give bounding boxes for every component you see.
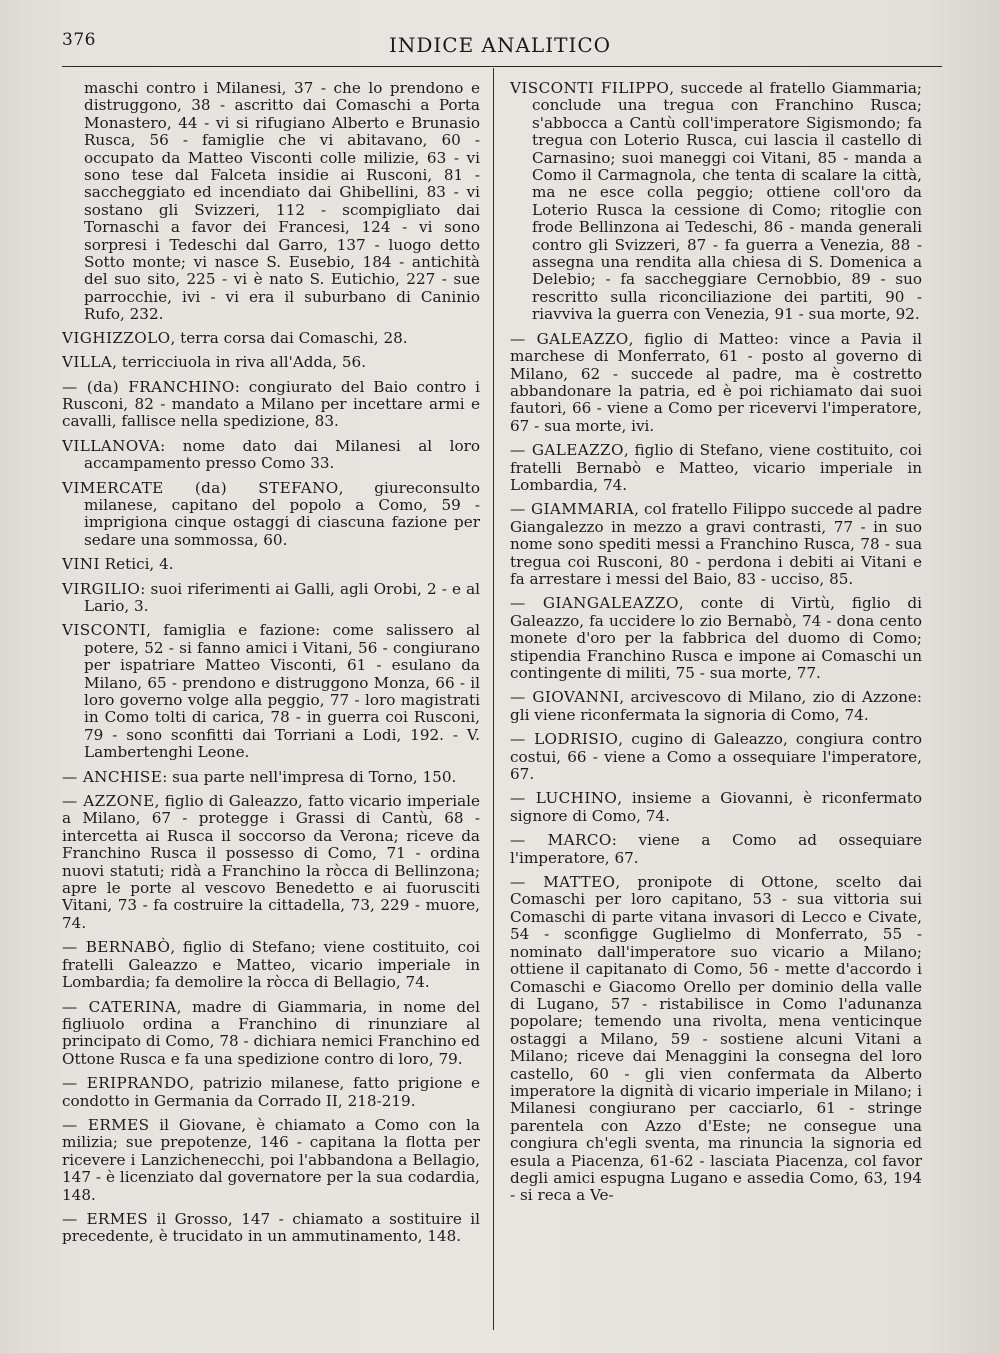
entry-heading: — GIAMMARIA — [510, 500, 635, 519]
entry-heading: — ERMES — [62, 1209, 149, 1228]
entry-text: , pronipote di Ottone, scelto dai Comaschi per loro capitano, 53 - sua vittoria sui Comaschi di parte vitana invasori di Lecco e Civate, 54 - sconfigge Guglielmo di Monferrato, 55 - nominato dall'imperatore suo vicario a Milano; ottiene il capitanato di Como, 56 - mette d'accordo i Comaschi e Giacomo Orello per dominio della valle di Lugano, 57 - ristabilisce in Como l'adunanza popolare; temendo una rivolta, mena venticinque ostaggi a Milano, 59 - sostiene alcuni Vitani a Milano; riceve dai Menaggini la consegna del loro castello, 60 - gli vien confermata da Alberto imperatore la dignità di vicario imperiale in Milano; i Milanesi congiurano per cacciarlo, 61 - stringe parentela con Azzo d'Este; ne consegue una congiura ch'egli sventa, ma rinuncia la signoria ed esula a Piacenza, 61-62 - lasciata Piacenza, col favor degli amici espugna Lugano e assedia Como, 63, 194 - si reca a Ve- — [510, 873, 922, 1205]
entry-text: , figlio di Stefano; viene costituito, coi fratelli Galeazzo e Matteo, vicario imperiale in Lombardia; fa demolire la ròcca di Bellagio, 74. — [62, 938, 481, 992]
entry-heading: VILLANOVA — [62, 436, 161, 455]
entry-heading: — GIANGALEAZZO — [510, 594, 679, 613]
entry-text: il Grosso, 147 - chiamato a sostituire il precedente, è trucidato in un ammutinamento, 148. — [62, 1209, 480, 1246]
entry-heading: — ANCHISE — [62, 767, 163, 786]
entry-text: maschi contro i Milanesi, 37 - che lo prendono e distruggono, 38 - ascritto dai Comaschi a Porta Monastero, 44 - vi si rifugiano Alberto e Brunasio Rusca, 56 - famiglie che vi abitavano, 60 - occupato da Matteo Visconti colle milizie, 63 - vi sono tese dal Falceta insidie ai Rusconi, 81 - saccheggiato ed incendiato dai Ghibellini, 83 - vi sostano gli Svizzeri, 112 - scompigliato dai Tornaschi a favor dei Francesi, 124 - vi sono sorpresi i Tedeschi dal Garro, 137 - luogo detto Sotto monte; vi nasce S. Eusebio, 184 - antichità del suo sito, 225 - vi è nato S. Eutichio, 227 - sue parrocchie, ivi - vi era il suburbano di Caninio Rufo, 232. — [84, 79, 480, 324]
entry-text: , col fratello Filippo succede al padre Giangalezzo in mezzo a gravi contrasti, 77 - in suo nome sono spediti messi a Franchino Rusca, 78 - sua tregua coi Rusconi, 80 - perdona i debiti ai Vitani e fa arrestare i messi del Baio, 83 - ucciso, 85. — [510, 500, 922, 588]
entry-heading: VINI — [62, 555, 100, 574]
running-head: INDICE ANALITICO — [388, 33, 612, 57]
index-entry — [510, 595, 922, 682]
entry-text: , terra corsa dai Comaschi, 28. — [170, 328, 408, 347]
entry-heading: — MATTEO — [510, 873, 616, 892]
entry-heading: VIGHIZZOLO — [62, 328, 171, 347]
entry-text: , arcivescovo di Milano, zio di Azzone: gli viene riconfermata la signoria di Como, 74. — [510, 688, 923, 724]
entry-text: : sua parte nell'impresa di Torno, 150. — [162, 767, 457, 786]
index-entry — [510, 832, 922, 867]
entry-text: il Giovane, è chiamato a Como con la milizia; sue prepotenze, 146 - capitana la flotta per ricevere i Lanzichenecchi, poi l'abbandona a Bellagio, 147 - è licenziato dal governatore per la sua codardia, 148. — [62, 1115, 480, 1204]
index-entry — [62, 769, 480, 786]
index-entry — [510, 874, 922, 1205]
entry-text: , figlio di Galeazzo, fatto vicario imperiale a Milano, 67 - protegge i Grassi di Cantù, 68 - intercetta ai Rusca il soccorso da Verona; riceve da Franchino Rusca il possesso di Como, 71 - ordina nuovi statuti; ridà a Franchino la ròcca di Bellinzona; apre le porte al vescovo Benedetto e ai fuorusciti Vitani, 73 - fa costruire la cittadella, 73, 229 - muore, 74. — [62, 792, 480, 932]
entry-heading: — ERIPRANDO — [62, 1074, 190, 1093]
entry-text: , madre di Giammaria, in nome del figliuolo ordina a Franchino di rinunziare al principato di Como, 78 - dichiara nemici Franchino ed Ottone Rusca e fa una spedizione contro di loro, 79. — [62, 997, 480, 1068]
index-entry — [510, 501, 922, 588]
entry-text: , terricciuola in riva all'Adda, 56. — [112, 353, 367, 372]
index-entry — [510, 790, 922, 825]
entry-heading: VISCONTI FILIPPO — [510, 79, 670, 97]
index-entry — [62, 330, 480, 347]
entry-heading: — BERNABÒ — [62, 938, 171, 957]
entry-text: : congiurato del Baio contro i Rusconi, 82 - mandato a Milano per incettare armi e cavalli, fallisce nella spedizione, 83. — [62, 377, 480, 431]
entry-heading: — LUCHINO — [510, 789, 618, 808]
entry-text: , cugino di Galeazzo, congiura contro costui, 66 - viene a Como a ossequiare l'imperatore, 67. — [510, 730, 922, 784]
entry-heading: — GIOVANNI — [510, 688, 620, 707]
entry-heading: — MARCO — [510, 831, 612, 850]
entry-text: , succede al fratello Giammaria; conclude una tregua con Franchino Rusca; s'abbocca a Cantù coll'imperatore Sigismondo; fa tregua con Loterio Rusca, cui lascia il castello di Carnasino; suoi maneggi coi Vitani, 85 - manda a Como il Carmagnola, che tenta di scalare la città, ma ne esce colla peggio; ottiene coll'oro da Loterio Rusca la cessione di Como; ritoglie con frode Bellinzona ai Tedeschi, 86 - manda generali contro gli Svizzeri, 87 - fa guerra a Venezia, 88 - assegna una rendita alla chiesa di S. Domenica a Delebio; - fa saccheggiare Cernobbio, 89 - suo rescritto sulla riconciliazione dei partiti, 90 - riavviva la guerra con Venezia, 91 - sua morte, 92. — [532, 79, 922, 324]
entry-text: : viene a Como ad ossequiare l'imperatore, 67. — [510, 831, 922, 867]
column-divider — [493, 68, 494, 1330]
entry-heading: — AZZONE — [62, 792, 155, 811]
entry-heading: VIRGILIO — [62, 579, 141, 598]
index-entry — [62, 556, 480, 573]
entry-text: , giureconsulto milanese, capitano del popolo a Como, 59 - imprigiona cinque ostaggi di ciascuna fazione per sedare una sommossa, 60. — [84, 478, 480, 549]
index-entry — [62, 999, 480, 1069]
entry-heading: — GALEAZZO — [510, 329, 629, 348]
entry-text: Retici, 4. — [99, 555, 174, 574]
entry-text: , insieme a Giovanni, è riconfermato signore di Como, 74. — [510, 789, 922, 825]
index-entry — [62, 793, 480, 932]
entry-text: , figlio di Matteo: vince a Pavia il marchese di Monferrato, 61 - posto al governo di Milano, 62 - succede al padre, ma è costretto abbandonare la patria, ed è poi richiamato dai suoi fautori, 66 - viene a Como per ricevervi l'imperatore, 67 - sua morte, ivi. — [510, 329, 923, 435]
entry-heading: — (da) FRANCHINO — [62, 377, 235, 396]
index-entry — [62, 80, 480, 324]
index-entry — [62, 939, 480, 991]
index-entry — [510, 442, 922, 494]
entry-text: : suoi riferimenti ai Galli, agli Orobi, 2 - e al Lario, 3. — [84, 579, 480, 615]
entry-heading: — CATERINA — [62, 997, 177, 1016]
index-entry — [62, 1075, 480, 1110]
index-entry — [62, 1117, 480, 1204]
index-entry — [510, 731, 922, 783]
index-entry — [62, 438, 480, 473]
index-entry — [62, 379, 480, 431]
entry-heading: VISCONTI — [62, 621, 147, 640]
page-number: 376 — [62, 30, 96, 50]
index-entry — [62, 622, 480, 761]
index-entry — [62, 1211, 480, 1246]
entry-heading: — GALEAZZO — [510, 441, 624, 460]
entry-heading: — ERMES — [62, 1115, 150, 1134]
index-entry — [62, 480, 480, 550]
index-entry — [510, 689, 922, 724]
index-entry — [62, 354, 480, 371]
left-column — [62, 80, 480, 1253]
index-entry — [510, 331, 922, 435]
entry-heading: — LODRISIO — [510, 730, 619, 749]
entry-heading: VILLA — [62, 353, 113, 372]
right-column — [510, 80, 922, 1212]
entry-text: , famiglia e fazione: come salissero al potere, 52 - si fanno amici i Vitani, 56 - congiurano per ispatriare Matteo Visconti, 61 - esulano da Milano, 65 - prendono e distruggono Monza, 66 - il loro governo volge alla peggio, 77 - loro magistrati in Como tolti di carica, 78 - in guerra coi Rusconi, 79 - sono sconfitti dai Torriani a Lodi, 192. - V. Lambertenghi Leone. — [84, 621, 480, 762]
entry-heading: VIMERCATE (da) STEFANO — [62, 478, 339, 497]
index-entry — [510, 80, 922, 324]
entry-text: , figlio di Stefano, viene costituito, coi fratelli Bernabò e Matteo, vicario imperiale in Lombardia, 74. — [510, 441, 923, 494]
header-rule — [62, 66, 942, 67]
entry-text: , conte di Virtù, figlio di Galeazzo, fa uccidere lo zio Bernabò, 74 - dona cento monete d'oro per la fabbrica del duomo di Como; stipendia Franchino Rusca e impone ai Comaschi un contingente di militi, 75 - sua morte, 77. — [510, 594, 922, 682]
index-entry — [62, 581, 480, 616]
entry-text: , patrizio milanese, fatto prigione e condotto in Germania da Corrado II, 218-219. — [62, 1074, 480, 1110]
entry-text: : nome dato dai Milanesi al loro accampamento presso Como 33. — [84, 436, 480, 473]
